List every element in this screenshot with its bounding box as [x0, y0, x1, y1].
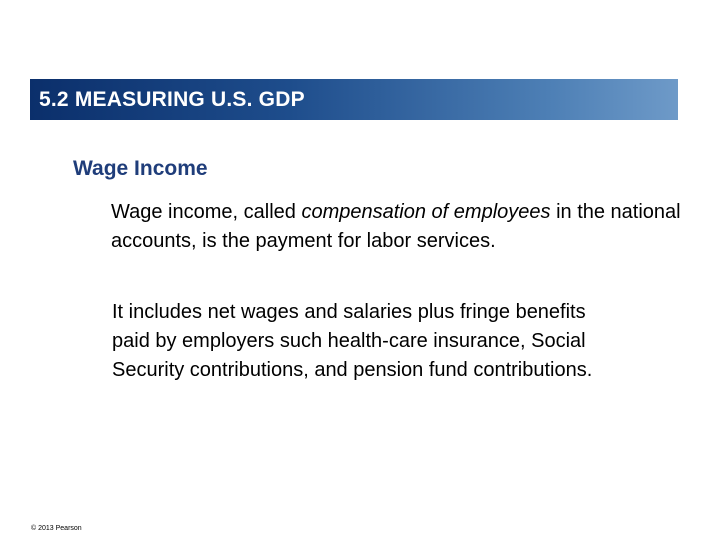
emphasized-term: compensation of employees [301, 201, 551, 223]
paragraph-includes: It includes net wages and salaries plus fringe benefits paid by employers such health-care insurance, Social Security contributions, and pension fund contributions. [112, 301, 593, 381]
copyright-notice: © 2013 Pearson [31, 525, 82, 532]
section-heading: Wage Income [73, 157, 208, 180]
paragraph-text-end: in the national accounts, is the payment for labor services. [111, 201, 681, 252]
title-bar [30, 79, 678, 120]
paragraph-text-start: Wage income, called [111, 201, 302, 223]
paragraph-wage-income [111, 198, 681, 256]
slide-title: 5.2 MEASURING U.S. GDP [39, 88, 305, 111]
